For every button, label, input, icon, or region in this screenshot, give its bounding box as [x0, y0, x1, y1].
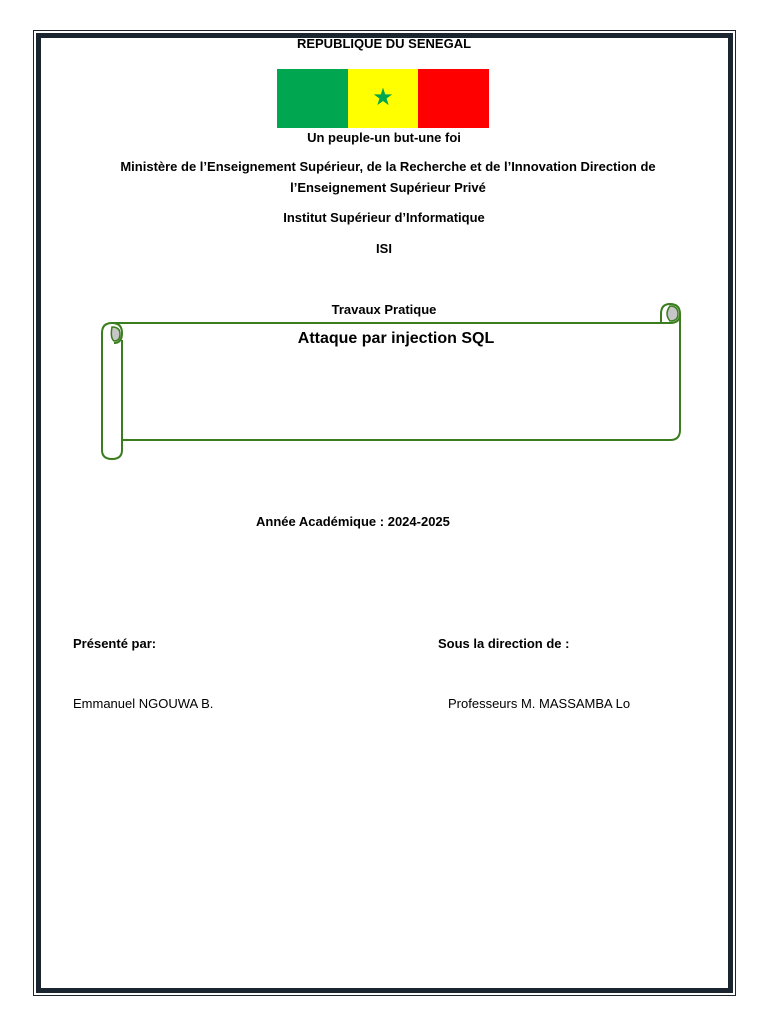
scroll-banner	[96, 300, 686, 465]
flag-stripe-yellow	[348, 69, 419, 128]
presented-by-label: Présenté par:	[73, 636, 157, 651]
student-name: Emmanuel NGOUWA B.	[73, 696, 214, 711]
institute-acronym: ISI	[376, 241, 392, 256]
flag-stripe-green	[277, 69, 348, 128]
republic-heading: REPUBLIQUE DU SENEGAL	[296, 36, 472, 51]
document-title: Attaque par injection SQL	[297, 330, 495, 347]
academic-year: Année Académique : 2024-2025	[256, 514, 450, 529]
supervisor-name: Professeurs M. MASSAMBA Lo	[448, 696, 631, 711]
direction-label: Sous la direction de :	[438, 636, 570, 651]
flag-stripe-red	[418, 69, 489, 128]
institute-name: Institut Supérieur d’Informatique	[283, 210, 485, 225]
work-type-label: Travaux Pratique	[331, 302, 437, 317]
ministry-name: Ministère de l’Enseignement Supérieur, de la Recherche et de l’Innovation Direction de l’Enseignement Supérieur Privé	[120, 159, 656, 195]
senegal-flag	[277, 69, 489, 128]
national-motto: Un peuple-un but-une foi	[307, 130, 461, 145]
star-icon: ★	[372, 83, 394, 111]
